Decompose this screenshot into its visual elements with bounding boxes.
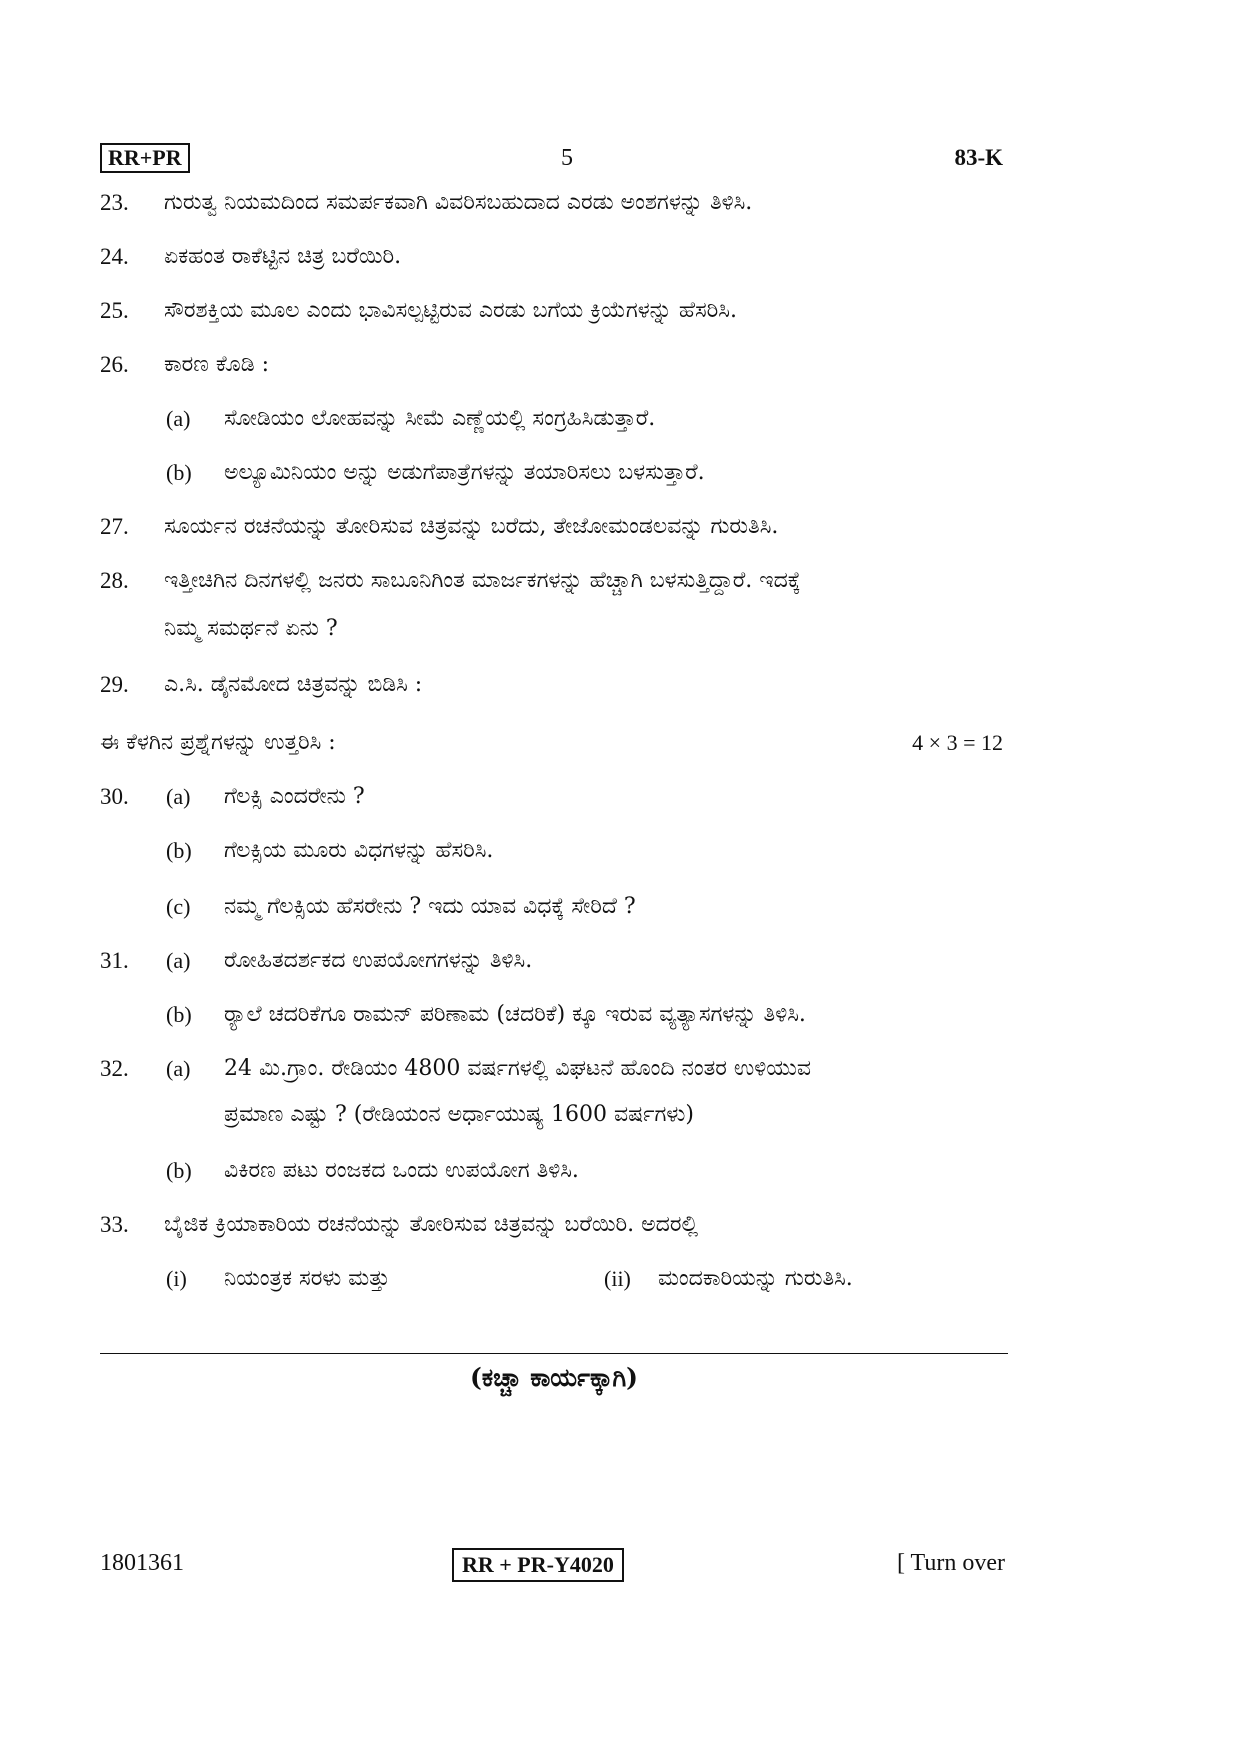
part-text: ಸೋಡಿಯಂ ಲೋಹವನ್ನು ಸೀಮೆ ಎಣ್ಣೆಯಲ್ಲಿ ಸಂಗ್ರಹಿಸಿಡುತ್ತಾರೆ. <box>224 406 656 431</box>
question-number: 31. <box>100 948 129 973</box>
question-text: ಸೌರಶಕ್ತಿಯ ಮೂಲ ಎಂದು ಭಾವಿಸಲ್ಪಟ್ಟಿರುವ ಎರಡು ಬಗೆಯ ಕ್ರಿಯೆಗಳನ್ನು ಹೆಸರಿಸಿ. <box>164 298 737 323</box>
part-text: ಅಲ್ಯೂಮಿನಿಯಂ ಅನ್ನು ಅಡುಗೆಪಾತ್ರೆಗಳನ್ನು ತಯಾರಿಸಲು ಬಳಸುತ್ತಾರೆ. <box>224 460 705 485</box>
part-label: (a) <box>166 948 191 973</box>
question-number: 24. <box>100 244 129 269</box>
part-label: (a) <box>166 784 191 809</box>
rough-work-heading: (ಕಚ್ಚಾ ಕಾರ್ಯಕ್ಕಾಗಿ) <box>470 1363 638 1392</box>
question-number: 33. <box>100 1212 129 1237</box>
question-text: ಕಾರಣ ಕೊಡಿ : <box>164 352 269 377</box>
part-label: (b) <box>166 838 192 863</box>
question-text: ಎ.ಸಿ. ಡೈನಮೋದ ಚಿತ್ರವನ್ನು ಬಿಡಿಸಿ : <box>164 672 423 697</box>
question-text: ಏಕಹಂತ ರಾಕೆಟ್ಟಿನ ಚಿತ್ರ ಬರೆಯಿರಿ. <box>164 244 402 269</box>
section-instruction: ಈ ಕೆಳಗಿನ ಪ್ರಶ್ನೆಗಳನ್ನು ಉತ್ತರಿಸಿ : <box>100 730 336 755</box>
header-series-box: RR+PR <box>100 143 190 173</box>
part-label: (c) <box>166 894 191 919</box>
question-number: 26. <box>100 352 129 377</box>
divider-rule <box>100 1353 1008 1354</box>
part-text: ನಮ್ಮ ಗೆಲಕ್ಸಿಯ ಹೆಸರೇನು ? ಇದು ಯಾವ ವಿಧಕ್ಕೆ ಸೇರಿದೆ ? <box>224 894 636 919</box>
part-label: (ii) <box>604 1266 631 1291</box>
part-text: ವಿಕಿರಣ ಪಟು ರಂಜಕದ ಒಂದು ಉಪಯೋಗ ತಿಳಿಸಿ. <box>224 1158 579 1183</box>
question-number: 30. <box>100 784 129 809</box>
question-number: 28. <box>100 568 129 593</box>
part-label: (b) <box>166 1002 192 1027</box>
section-marks: 4 × 3 = 12 <box>912 730 1003 755</box>
question-number: 23. <box>100 190 129 215</box>
page-number: 5 <box>561 145 573 171</box>
paper-code: 83-K <box>954 145 1003 170</box>
question-text: ಬೈಜಿಕ ಕ್ರಿಯಾಕಾರಿಯ ರಚನೆಯನ್ನು ತೋರಿಸುವ ಚಿತ್ರವನ್ನು ಬರೆಯಿರಿ. ಅದರಲ್ಲಿ <box>164 1212 699 1237</box>
part-text: ರೋಹಿತದರ್ಶಕದ ಉಪಯೋಗಗಳನ್ನು ತಿಳಿಸಿ. <box>224 948 533 973</box>
part-text: ರ್‍ಯಾಲೆ ಚದರಿಕೆಗೂ ರಾಮನ್ ಪರಿಣಾಮ (ಚದರಿಕೆ) ಕ್ಕೂ ಇರುವ ವ್ಯತ್ಯಾಸಗಳನ್ನು ತಿಳಿಸಿ. <box>224 1002 806 1027</box>
question-text: ಸೂರ್ಯನ ರಚನೆಯನ್ನು ತೋರಿಸುವ ಚಿತ್ರವನ್ನು ಬರೆದು, ತೇಜೋಮಂಡಲವನ್ನು ಗುರುತಿಸಿ. <box>164 514 779 539</box>
part-label: (a) <box>166 1056 191 1081</box>
question-number: 25. <box>100 298 129 323</box>
question-number: 29. <box>100 672 129 697</box>
part-text: ಗೆಲಕ್ಸಿ ಎಂದರೇನು ? <box>224 784 365 809</box>
part-text: ಗೆಲಕ್ಸಿಯ ಮೂರು ವಿಧಗಳನ್ನು ಹೆಸರಿಸಿ. <box>224 838 494 863</box>
question-number: 27. <box>100 514 129 539</box>
footer-series-box: RR + PR-Y4020 <box>452 1548 624 1582</box>
question-number: 32. <box>100 1056 129 1081</box>
part-text: 24 ಮಿ.ಗ್ರಾಂ. ರೇಡಿಯಂ 4800 ವರ್ಷಗಳಲ್ಲಿ ವಿಘಟನೆ ಹೊಂದಿ ನಂತರ ಉಳಿಯುವ <box>224 1056 811 1081</box>
question-text: ಗುರುತ್ವ ನಿಯಮದಿಂದ ಸಮರ್ಪಕವಾಗಿ ವಿವರಿಸಬಹುದಾದ ಎರಡು ಅಂಶಗಳನ್ನು ತಿಳಿಸಿ. <box>164 190 753 215</box>
question-text: ಇತ್ತೀಚಿಗಿನ ದಿನಗಳಲ್ಲಿ ಜನರು ಸಾಬೂನಿಗಿಂತ ಮಾರ್ಜಕಗಳನ್ನು ಹೆಚ್ಚಾಗಿ ಬಳಸುತ್ತಿದ್ದಾರೆ. ಇದಕ್ಕೆ <box>164 568 801 593</box>
part-text: ಮಂದಕಾರಿಯನ್ನು ಗುರುತಿಸಿ. <box>658 1266 853 1291</box>
part-text-continued: ಪ್ರಮಾಣ ಎಷ್ಟು ? (ರೇಡಿಯಂನ ಅರ್ಧಾಯುಷ್ಯ 1600 ವರ್ಷಗಳು) <box>224 1102 694 1127</box>
part-label: (b) <box>166 1158 192 1183</box>
footer-code: 1801361 <box>100 1550 184 1576</box>
part-label: (a) <box>166 406 191 431</box>
turn-over-note: [ Turn over <box>896 1550 1005 1576</box>
part-label: (b) <box>166 460 192 485</box>
question-text-continued: ನಿಮ್ಮ ಸಮರ್ಥನೆ ಏನು ? <box>164 616 338 641</box>
part-text: ನಿಯಂತ್ರಕ ಸರಳು ಮತ್ತು <box>224 1266 390 1291</box>
part-label: (i) <box>166 1266 187 1291</box>
